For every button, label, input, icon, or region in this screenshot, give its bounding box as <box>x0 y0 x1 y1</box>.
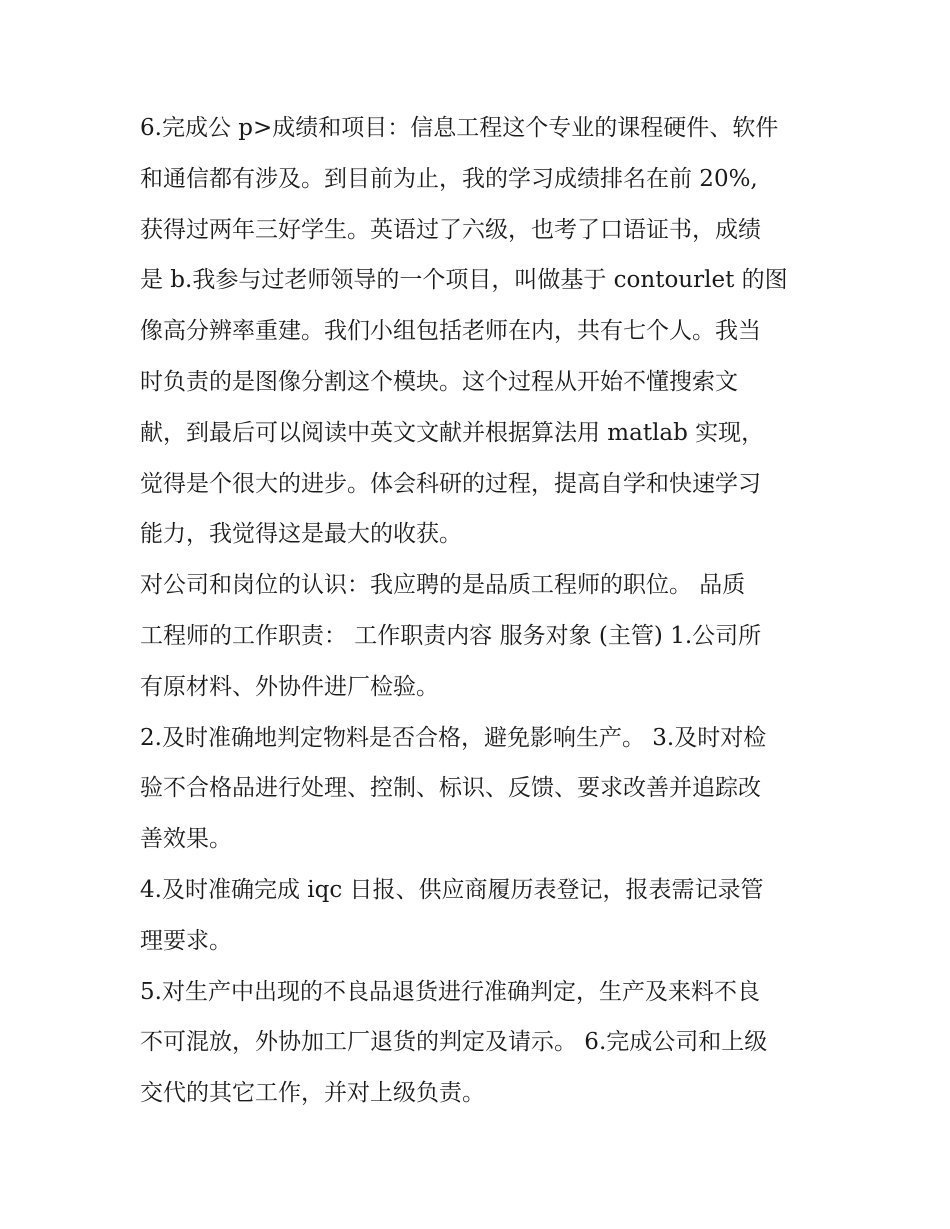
text-line: 工程师的工作职责： 工作职责内容 服务对象 (主管) 1.公司所 <box>140 622 762 649</box>
text-line: 6.完成公 p>成绩和项目：信息工程这个专业的课程硬件、软件 <box>140 115 779 141</box>
text-line: 不可混放，外协加工厂退货的判定及请示。 6.完成公司和上级 <box>140 1029 768 1056</box>
text-line: 觉得是个很大的进步。体会科研的过程，提高自学和快速学习 <box>140 470 761 497</box>
text-line: 像高分辨率重建。我们小组包括老师在内，共有七个人。我当 <box>140 318 761 345</box>
text-line: 有原材料、外协件进厂检验。 <box>140 673 439 700</box>
text-line: 交代的其它工作，并对上级负责。 <box>140 1080 485 1107</box>
text-line: 2.及时准确地判定物料是否合格，避免影响生产。 3.及时对检 <box>140 724 767 751</box>
text-line: 验不合格品进行处理、控制、标识、反馈、要求改善并追踪改 <box>140 775 761 802</box>
text-line: 4.及时准确完成 iqc 日报、供应商履历表登记，报表需记录管 <box>140 876 764 903</box>
text-line: 理要求。 <box>140 927 232 954</box>
text-line: 善效果。 <box>140 826 232 853</box>
text-line: 获得过两年三好学生。英语过了六级，也考了口语证书，成绩 <box>140 216 761 243</box>
text-line: 能力，我觉得这是最大的收获。 <box>140 521 462 548</box>
document-body <box>140 103 812 1119</box>
text-line: 时负责的是图像分割这个模块。这个过程从开始不懂搜索文 <box>140 368 738 395</box>
text-line: 5.对生产中出现的不良品退货进行准确判定，生产及来料不良 <box>140 978 760 1005</box>
text-line: 献，到最后可以阅读中英文文献并根据算法用 matlab 实现， <box>140 419 765 446</box>
text-line: 对公司和岗位的认识：我应聘的是品质工程师的职位。 品质 <box>140 572 746 599</box>
text-line: 是 b.我参与过老师领导的一个项目，叫做基于 contourlet 的图 <box>140 267 788 294</box>
text-line: 和通信都有涉及。到目前为止，我的学习成绩排名在前 20%, <box>140 165 758 192</box>
